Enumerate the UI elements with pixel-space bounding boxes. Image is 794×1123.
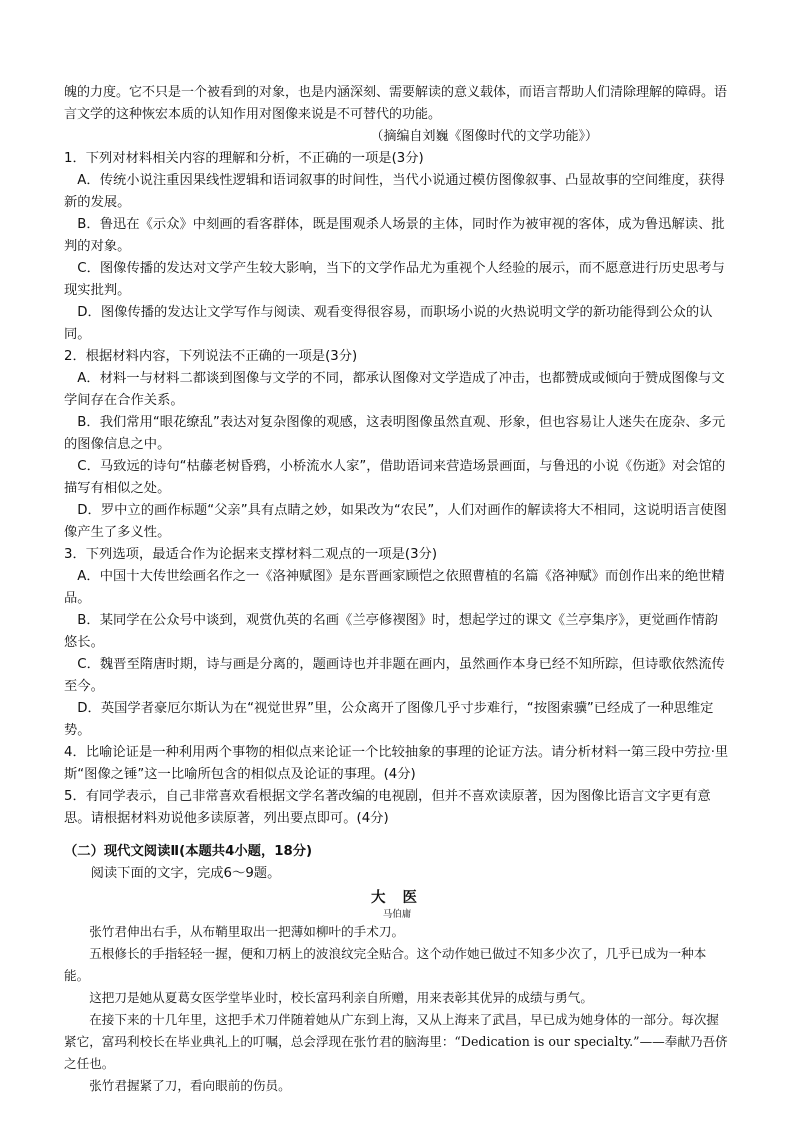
question-stem: 4．比喻论证是一种利用两个事物的相似点来论证一个比较抽象的事理的论证方法。请分析材料一第三段中劳拉·里斯“图像之锤”这一比喻所包含的相似点及论证的事理。(4分) [64,745,729,782]
option-b: B．鲁迅在《示众》中刻画的看客群体，既是围观杀人场景的主体，同时作为被审视的客体，成为鲁迅解读、批判的对象。 [64,217,725,254]
option-a: A．传统小说注重因果线性逻辑和语词叙事的时间性，当代小说通过模仿图像叙事、凸显故事的空间维度，获得新的发展。 [64,173,725,210]
question-4 [64,742,730,786]
option-a: A．材料一与材料二都谈到图像与文学的不同，都承认图像对文学造成了冲击，也都赞成或倾向于赞成图像与文学间存在合作关系。 [64,371,725,408]
question-1 [64,148,730,346]
option-d: D．罗中立的画作标题“父亲”具有点睛之妙，如果改为“农民”，人们对画作的解读将大不相同，这说明语言使图像产生了多义性。 [64,503,727,540]
story-paragraph: 在接下来的十几年里，这把手术刀伴随着她从广东到上海，又从上海来了武昌，早已成为她身体的一部分。每次握紧它，富玛利校长在毕业典礼上的叮嘱，总会浮现在张竹君的脑海里：“Dedication is our specialty.”——奉献乃吾侪之任也。 [64,1012,728,1071]
question-stem: 5．有同学表示，自己非常喜欢看根据文学名著改编的电视剧，但并不喜欢读原著，因为图像比语言文字更有意思。请根据材料劝说他多读原著，列出要点即可。(4分) [64,789,711,826]
option-c: C．马致远的诗句“枯藤老树昏鸦，小桥流水人家”，借助语词来营造场景画面，与鲁迅的小说《伤逝》对会馆的描写有相似之处。 [64,459,726,496]
story-title: 大 医 [370,889,424,906]
option-d: D．英国学者豪厄尔斯认为在“视觉世界”里，公众离开了图像几乎寸步难行，“按图索骥”已经成了一种思维定势。 [64,701,714,738]
question-5 [64,786,730,830]
question-stem: 1．下列对材料相关内容的理解和分析，不正确的一项是(3分) [64,151,424,166]
section-instruction: 阅读下面的文字，完成6～9题。 [90,866,281,881]
material-paragraph: 魄的力度。它不只是一个被看到的对象，也是内涵深刻、需要解读的意义载体，而语言帮助人们清除理解的障碍。语言文学的这种恢宏本质的认知作用对图像来说是不可替代的功能。 [64,85,728,122]
question-stem: 3．下列选项，最适合作为论据来支撑材料二观点的一项是(3分) [64,547,438,562]
material-source: （摘编自刘巍《图像时代的文学功能》） [370,129,598,144]
section-heading: （二）现代文阅读Ⅱ(本题共4小题，18分) [64,844,313,859]
story-paragraph: 这把刀是她从夏葛女医学堂毕业时，校长富玛利亲自所赠，用来表彰其优异的成绩与勇气。 [89,990,593,1005]
story-paragraph: 张竹君握紧了刀，看向眼前的伤员。 [89,1078,291,1093]
question-2 [64,346,730,544]
question-stem: 2．根据材料内容，下列说法不正确的一项是(3分) [64,349,358,364]
section-modern-reading-2 [64,841,730,885]
question-list [64,148,730,830]
option-c: C．图像传播的发达对文学产生较大影响，当下的文学作品尤为重视个人经验的展示，而不愿意进行历史思考与现实批判。 [64,261,725,298]
story-paragraph: 张竹君伸出右手，从布鞘里取出一把薄如柳叶的手术刀。 [89,924,405,939]
material-tail [64,82,730,148]
question-3 [64,544,730,742]
story-paragraph: 五根修长的手指轻轻一握，便和刀柄上的波浪纹完全贴合。这个动作她已做过不知多少次了，几乎已成为一种本能。 [64,946,707,983]
option-d: D．图像传播的发达让文学写作与阅读、观看变得很容易，而职场小说的火热说明文学的新功能得到公众的认同。 [64,305,713,342]
story-author: 马伯庸 [382,909,412,920]
story-body [64,921,730,1097]
option-b: B．我们常用“眼花缭乱”表达对复杂图像的观感，这表明图像虽然直观、形象，但也容易让人迷失在庞杂、多元的图像信息之中。 [64,415,726,452]
option-a: A．中国十大传世绘画名作之一《洛神赋图》是东晋画家顾恺之依照曹植的名篇《洛神赋》而创作出来的绝世精品。 [64,569,725,606]
option-b: B．某同学在公众号中谈到，观赏仇英的名画《兰亭修禊图》时，想起学过的课文《兰亭集序》，更觉画作情韵悠长。 [64,613,719,650]
option-c: C．魏晋至隋唐时期，诗与画是分离的，题画诗也并非题在画内，虽然画作本身已经不知所踪，但诗歌依然流传至今。 [64,657,725,694]
exam-page [64,82,730,1097]
